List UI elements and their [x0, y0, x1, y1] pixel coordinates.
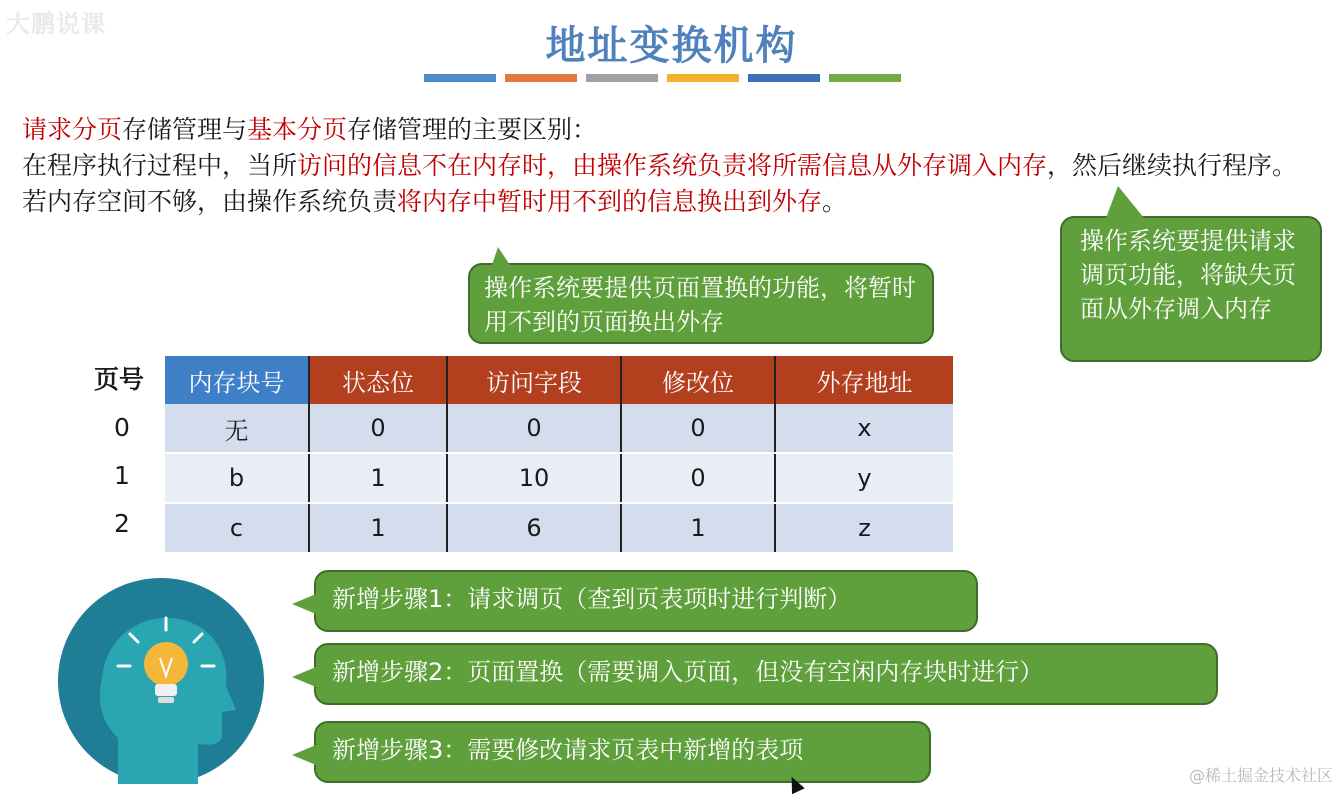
intro-text-span: 。	[822, 187, 848, 216]
step-1-callout	[314, 570, 978, 632]
table-cell: x	[775, 404, 953, 453]
callout-request-paging	[1060, 216, 1322, 362]
table-header-row	[165, 356, 953, 404]
credit-watermark: @稀土掘金技术社区	[1188, 766, 1333, 785]
table-cell: y	[775, 453, 953, 503]
callout-tail	[292, 667, 316, 687]
intro-emphasis: 基本分页	[247, 115, 348, 144]
table-cell: z	[775, 503, 953, 553]
page-number: 0	[114, 413, 130, 442]
page-number: 1	[114, 461, 130, 490]
intro-text-span: ，然后继续执行程序。	[1047, 151, 1298, 180]
intro-line-1	[22, 112, 1322, 148]
table-cell: 0	[621, 453, 775, 503]
intro-text-span: 存储管理与	[122, 115, 248, 144]
accent-bar	[667, 74, 739, 82]
table-cell: 无	[165, 404, 309, 453]
callout-tail	[492, 247, 510, 265]
page-table	[165, 356, 953, 554]
step-text: 新增步骤3：需要修改请求页表中新增的表项	[332, 736, 804, 764]
accent-bar	[829, 74, 901, 82]
page-number-column	[82, 356, 162, 548]
page-title: 地址变换机构	[545, 23, 798, 69]
step-text: 新增步骤2：页面置换（需要调入页面，但没有空闲内存块时进行）	[332, 658, 1044, 686]
page-number: 2	[114, 509, 130, 538]
table-cell: 6	[447, 503, 621, 553]
column-header: 内存块号	[165, 356, 309, 404]
table-row	[165, 404, 953, 453]
intro-line-2	[22, 148, 1322, 184]
accent-bars	[424, 74, 901, 82]
lightbulb-head-icon	[58, 578, 264, 784]
column-header: 外存地址	[775, 356, 953, 404]
table-cell: 1	[309, 503, 447, 553]
intro-text-span: 在程序执行过程中，当所	[22, 151, 298, 180]
table-cell: 0	[447, 404, 621, 453]
accent-bar	[424, 74, 496, 82]
intro-emphasis: 请求分页	[22, 115, 123, 144]
column-header: 状态位	[309, 356, 447, 404]
accent-bar	[586, 74, 658, 82]
column-header: 访问字段	[447, 356, 621, 404]
intro-emphasis: 访问的信息不在内存时，由操作系统负责将所需信息从外存调入内存	[297, 151, 1048, 180]
table-row	[165, 503, 953, 553]
callout-text: 操作系统要提供页面置换的功能，将暂时用不到的页面换出外存	[484, 274, 916, 336]
table-cell: 0	[309, 404, 447, 453]
accent-bar	[748, 74, 820, 82]
callout-tail	[1106, 186, 1144, 218]
step-text: 新增步骤1：请求调页（查到页表项时进行判断）	[332, 585, 852, 613]
intro-emphasis: 将内存中暂时用不到的信息换出到外存	[397, 187, 823, 216]
accent-bar	[505, 74, 577, 82]
step-2-callout	[314, 643, 1218, 705]
callout-tail	[292, 594, 316, 614]
column-header: 修改位	[621, 356, 775, 404]
step-3-callout	[314, 721, 931, 783]
table-row	[165, 453, 953, 503]
callout-tail	[292, 745, 316, 765]
intro-text-span: 若内存空间不够，由操作系统负责	[22, 187, 398, 216]
callout-page-replacement	[468, 263, 934, 344]
table-cell: b	[165, 453, 309, 503]
table-cell: 1	[309, 453, 447, 503]
table-cell: 1	[621, 503, 775, 553]
callout-text: 操作系统要提供请求调页功能，将缺失页面从外存调入内存	[1080, 227, 1296, 323]
table-cell: c	[165, 503, 309, 553]
watermark: 大鹏说课	[6, 10, 106, 38]
table-cell: 10	[447, 453, 621, 503]
table-cell: 0	[621, 404, 775, 453]
intro-text-span: 存储管理的主要区别：	[347, 115, 598, 144]
page-number-header: 页号	[94, 365, 145, 394]
